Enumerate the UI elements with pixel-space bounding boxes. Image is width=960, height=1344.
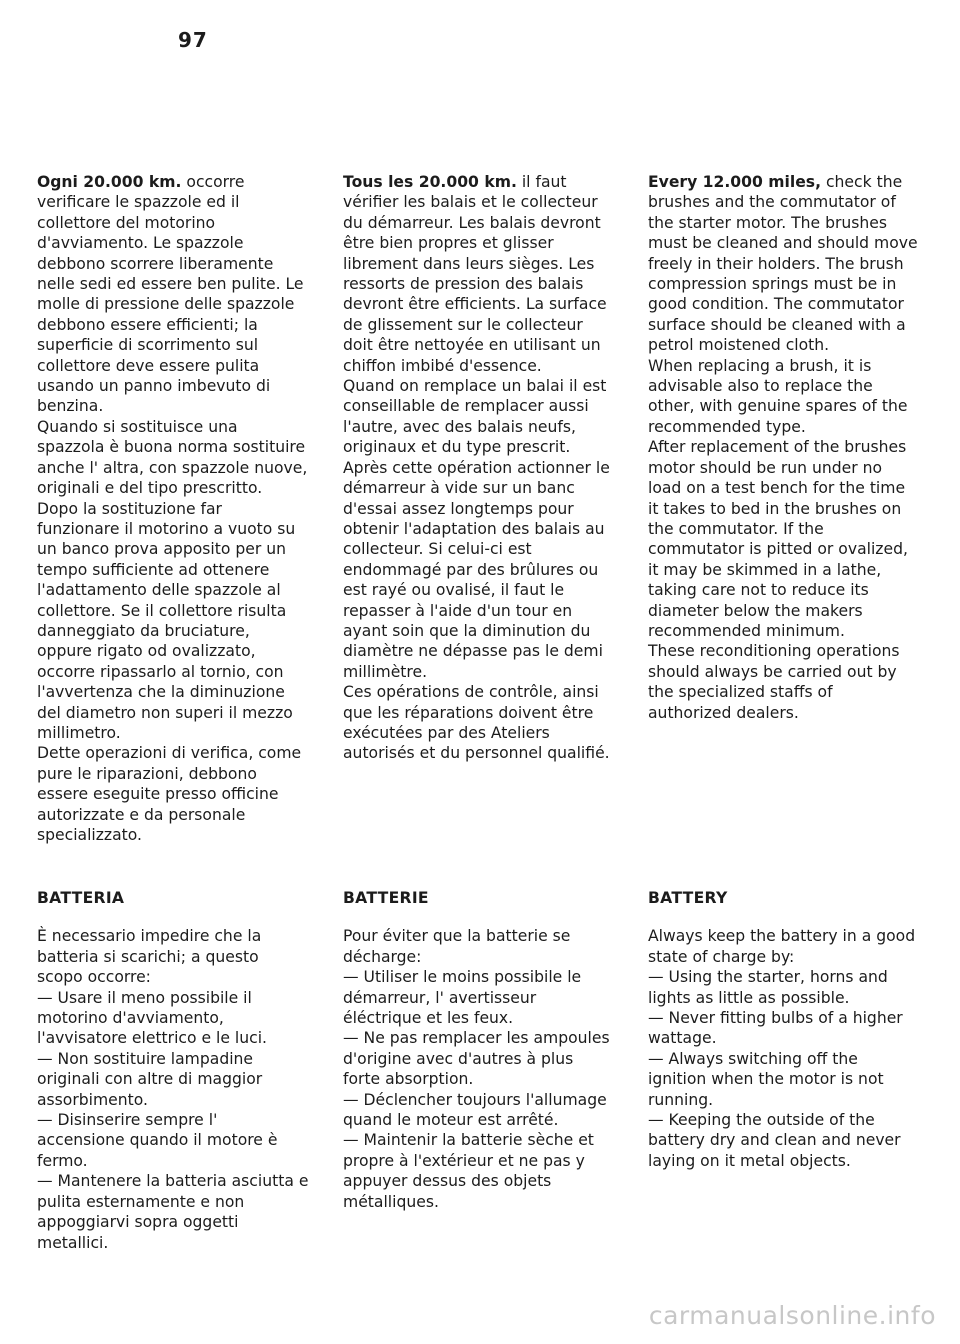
intro-lead: Every 12.000 miles, — [648, 173, 822, 191]
battery-section-italian — [37, 888, 309, 1253]
intro-paragraph — [343, 172, 615, 376]
battery-paragraph: — Déclencher toujours l'allumage quand le moteur est arrêté. — [343, 1090, 607, 1130]
intro-paragraph: These reconditioning operations should always be carried out by the specialized staffs of authorized dealers. — [648, 642, 900, 722]
intro-lead: Tous les 20.000 km. — [343, 173, 517, 191]
battery-paragraph: — Maintenir la batterie sèche et propre à l'extérieur et ne pas y appuyer dessus des objets métalliques. — [343, 1131, 594, 1211]
intro-italian — [37, 172, 309, 845]
battery-paragraph: — Always switching off the ignition when the motor is not running. — [648, 1049, 884, 1109]
battery-paragraph: — Disinserire sempre l' accensione quando il motore è fermo. — [37, 1111, 278, 1170]
intro-paragraph: Ces opérations de contrôle, ainsi que les réparations doivent être exécutées par des Ateliers autorisés et du personnel qualifié. — [343, 683, 610, 763]
intro-paragraph — [37, 172, 309, 417]
intro-text: check the brushes and the commutator of the starter motor. The brushes must be cleaned and should move freely in their holders. The brush compression springs must be in good condition. The commutator surface should be cleaned with a petrol moistened cloth. — [648, 173, 918, 355]
intro-paragraph — [648, 172, 920, 356]
battery-paragraph: — Ne pas remplacer les ampoules d'origine avec d'autres à plus forte absorption. — [343, 1029, 610, 1089]
intro-paragraph: Quando si sostituisce una spazzola è buona norma sostituire anche l' altra, con spazzole nuove, originali e del tipo prescritto. — [37, 417, 308, 498]
battery-paragraph: — Never fitting bulbs of a higher wattage. — [648, 1009, 903, 1048]
battery-paragraph: — Usare il meno possibile il motorino d'avviamento, l'avvisatore elettrico e le luci. — [37, 988, 267, 1048]
battery-paragraph: — Utiliser le moins possibile le démarreur, l' avertisseur éléctrique et les feux. — [343, 968, 582, 1028]
intro-paragraph: Dopo la sostituzione far funzionare il motorino a vuoto su un banco prova apposito per un tempo sufficiente ad ottenere l'adattamento delle spazzole al collettore. Se il collettore risulta danneggiato da bruciature, oppure rigato od ovalizzato, occorre ripassarlo al tornio, con l'avvertenza che la diminuzione del diametro non superi il mezzo millimetro. — [37, 499, 296, 742]
intro-english — [648, 172, 920, 723]
page-number: 97 — [178, 28, 208, 52]
intro-paragraph: Dette operazioni di verifica, come pure le riparazioni, debbono essere eseguite presso officine autorizzate e da personale specializzato. — [37, 744, 302, 844]
battery-paragraph: — Using the starter, horns and lights as little as possible. — [648, 968, 888, 1007]
battery-paragraph: Pour éviter que la batterie se décharge: — [343, 927, 571, 966]
battery-section-english — [648, 888, 920, 1171]
intro-french — [343, 172, 615, 764]
intro-lead: Ogni 20.000 km. — [37, 173, 182, 191]
intro-paragraph: Après cette opération actionner le démarreur à vide sur un banc d'essai assez longtemps pour obtenir l'adaptation des balais au collecteur. Si celui-ci est endommagé par des brûlures ou est rayé ou ovalisé, il faut le repasser à l'aide d'un tour en ayant soin que la diminution du diamètre ne dépasse pas le demi millimètre. — [343, 458, 610, 681]
intro-text: il faut vérifier les balais et le collecteur du démarreur. Les balais devront être bien propres et glisser librement dans leurs sièges. Les ressorts de pression des balais devront être efficients. La surface de glissement sur le collecteur doit être nettoyée en utilisant un chiffon imbibé d'essence. — [343, 173, 607, 375]
section-heading: BATTERY — [648, 889, 728, 907]
battery-paragraph: — Keeping the outside of the battery dry and clean and never laying on it metal objects. — [648, 1111, 901, 1170]
battery-paragraph: — Mantenere la batteria asciutta e pulita esternamente e non appoggiarvi sopra oggetti metallici. — [37, 1172, 309, 1252]
intro-paragraph: After replacement of the brushes motor should be run under no load on a test bench for the time it takes to bed in the brushes on the commutator. If the commutator is pitted or ovalized, it may be skimmed in a lathe, taking care not to reduce its diameter below the makers recommended minimum. — [648, 438, 908, 640]
battery-paragraph: Always keep the battery in a good state of charge by: — [648, 927, 916, 966]
section-heading: BATTERIE — [343, 889, 429, 907]
intro-paragraph: When replacing a brush, it is advisable also to replace the other, with genuine spares of the recommended type. — [648, 356, 908, 436]
section-heading: BATTERIA — [37, 889, 125, 907]
battery-section-french — [343, 888, 615, 1212]
battery-paragraph: È necessario impedire che la batteria si scarichi; a questo scopo occorre: — [37, 927, 262, 987]
battery-paragraph: — Non sostituire lampadine originali con altre di maggior assorbimento. — [37, 1049, 263, 1109]
intro-paragraph: Quand on remplace un balai il est conseillable de remplacer aussi l'autre, avec des balais neufs, originaux et du type prescrit. — [343, 377, 607, 457]
intro-text: occorre verificare le spazzole ed il collettore del motorino d'avviamento. Le spazzole debbono scorrere liberamente nelle sedi ed essere ben pulite. Le molle di pressione delle spazzole debbono essere efficienti; la superficie di scorrimento sul collettore deve essere pulita usando un panno imbevuto di benzina. — [37, 173, 304, 416]
watermark: carmanualsonline.info — [648, 1301, 936, 1330]
